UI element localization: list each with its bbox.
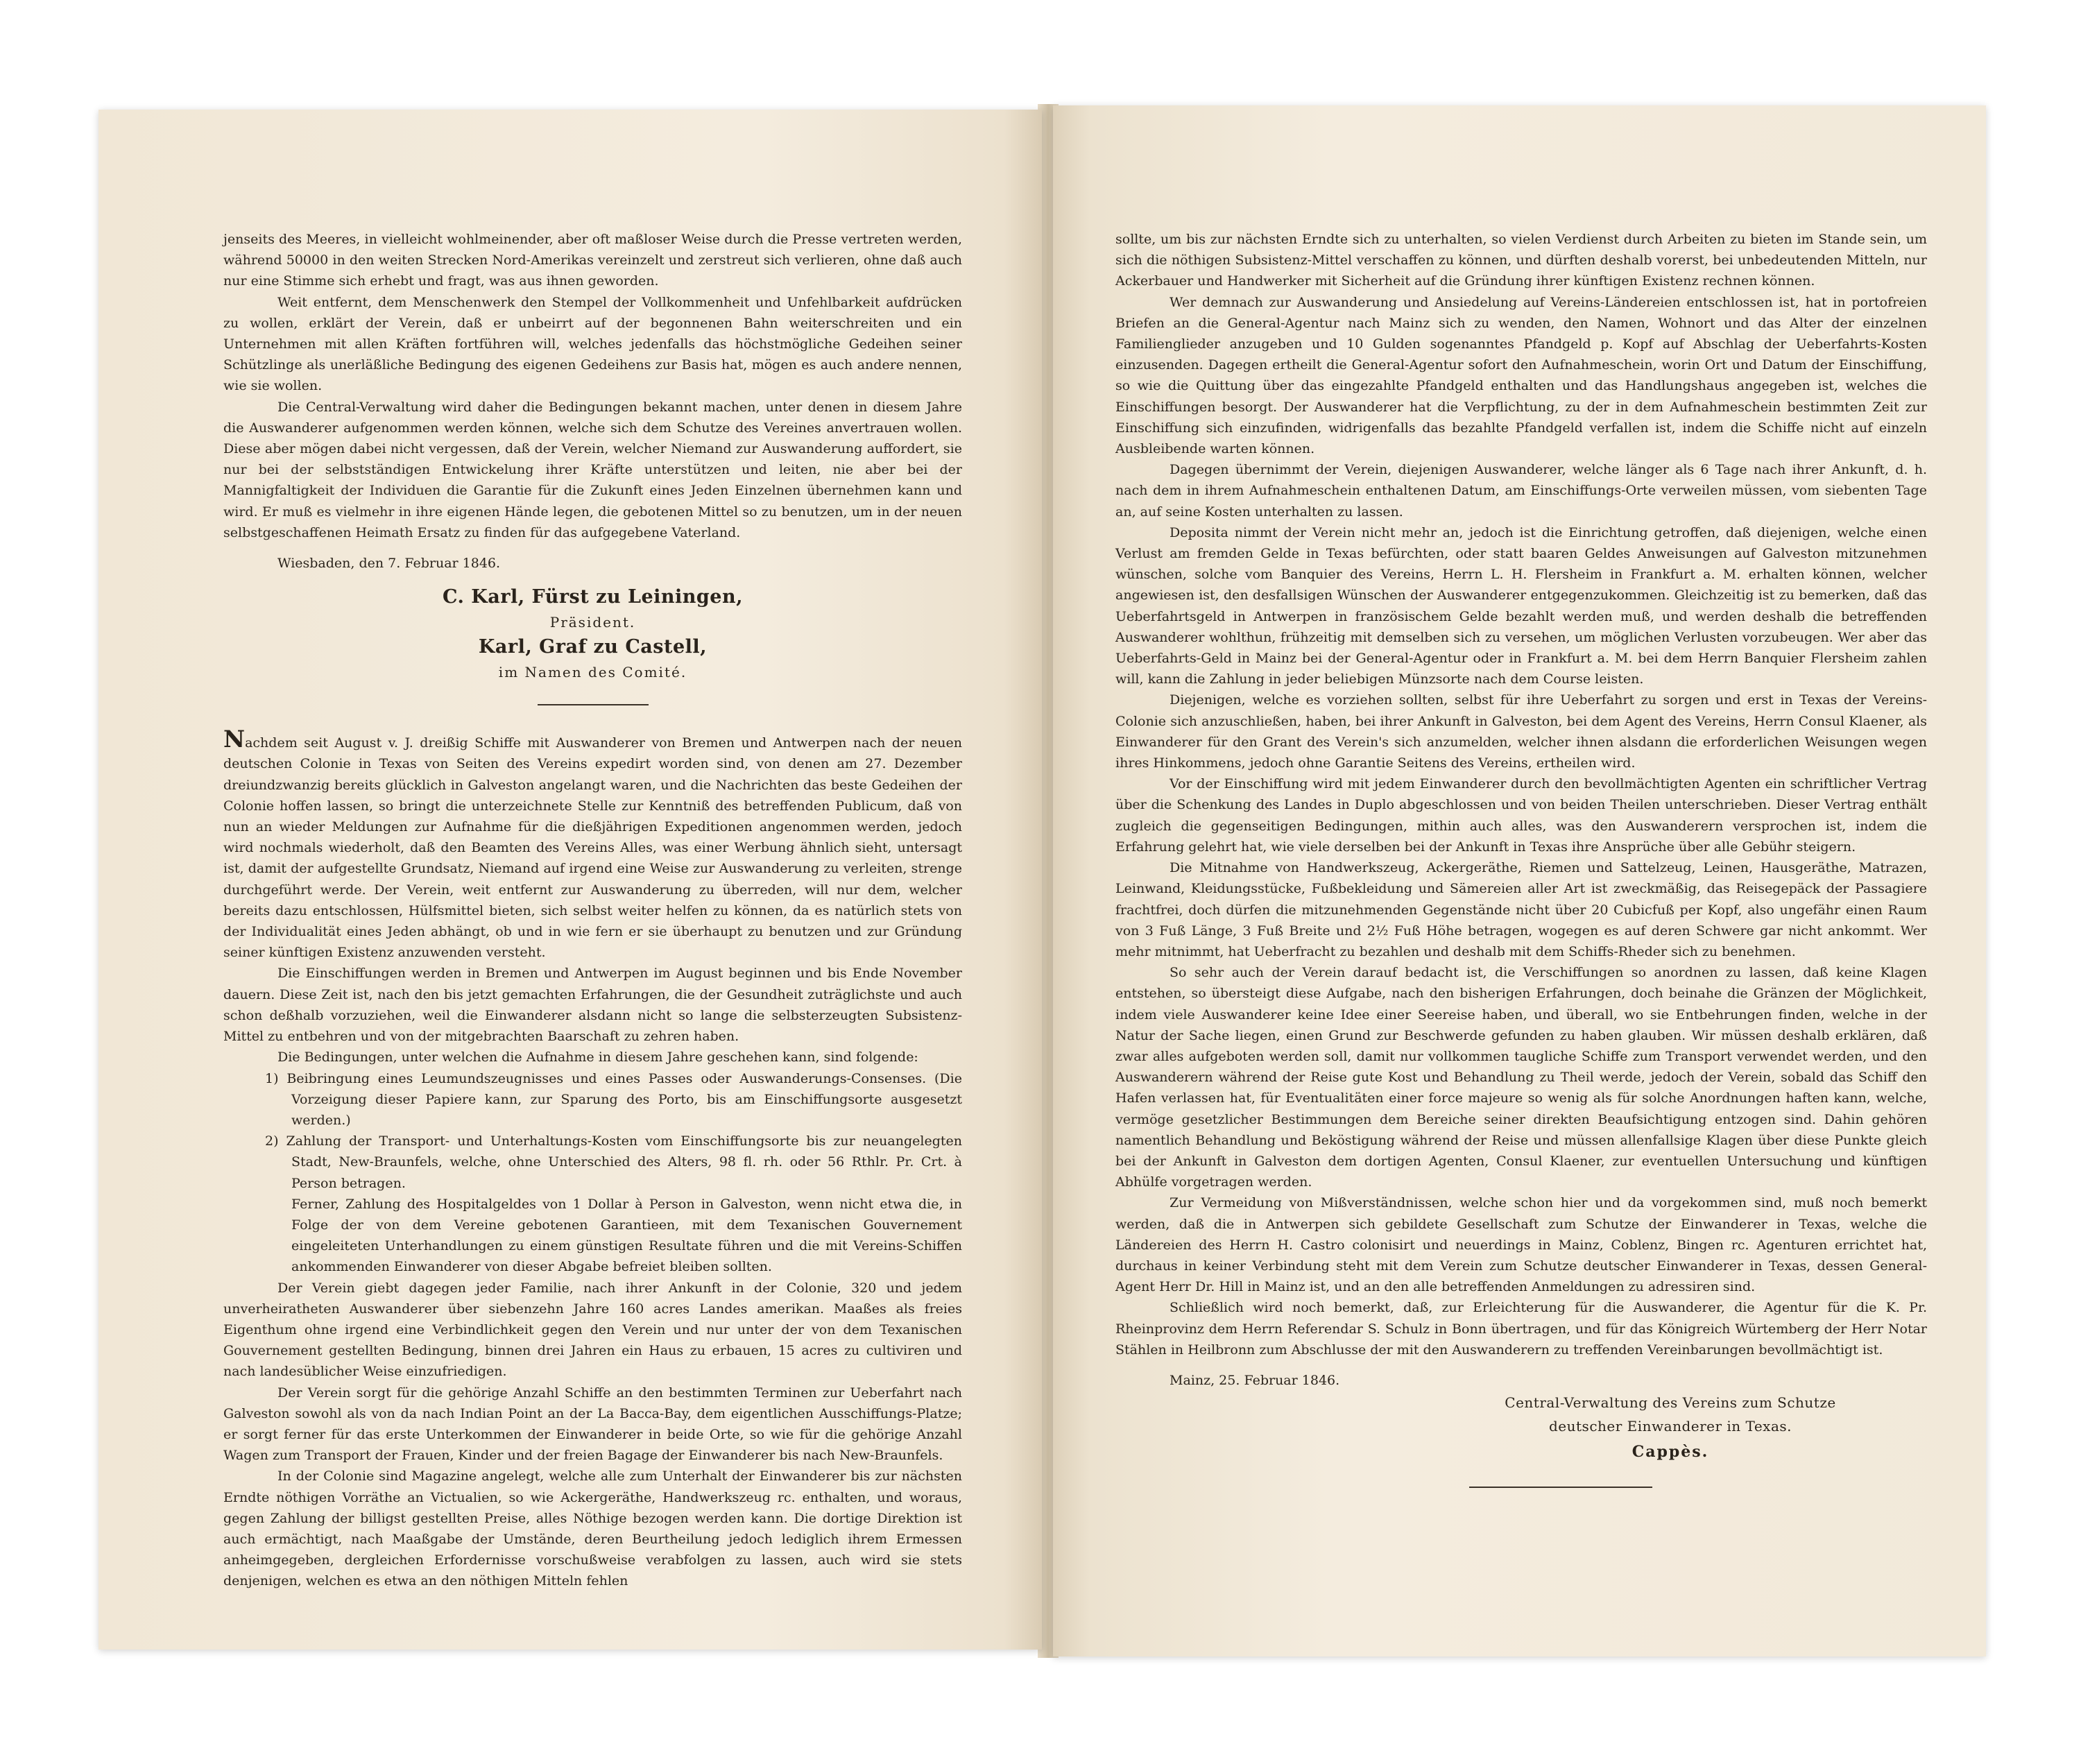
list-subparagraph: Ferner, Zahlung des Hospitalgeldes von 1 Dollar à Person in Galveston, wenn nicht etwa die, in Folge der von dem Vereine gebotenen Garantieen, mit dem Texanischen Gouvernement eingeleiteten Unterhandlungen zu einem günstigen Resultate führen und die mit Vereins-Schiffen ankommenden Einwanderer von dieser Abgabe befreiet bleiben sollten.: [291, 1196, 962, 1275]
paragraph: Diejenigen, welche es vorziehen sollten, selbst für ihre Ueberfahrt zu sorgen und erst in Texas der Vereins-Colonie sich anzuschließen, haben, bei ihrer Ankunft in Galveston, bei dem Agent des Vereins, Herrn Consul Klaener, als Einwanderer für den Grant des Verein's sich anzumelden, welcher ihnen alsdann die erforderlichen Weisungen wegen ihres Hinkommens, jedoch ohne Garantie Seitens des Vereins, ertheilen wird.: [1115, 692, 1927, 771]
divider-rule: [538, 704, 649, 705]
signature-block: [1490, 1391, 1851, 1466]
paragraph: Die Bedingungen, unter welchen die Aufnahme in diesem Jahre geschehen kann, sind folgende:: [277, 1050, 918, 1065]
left-text-column: [223, 229, 962, 1592]
right-text-column: [1115, 229, 1927, 1488]
signature-line: deutscher Einwanderer in Texas.: [1549, 1418, 1792, 1435]
signature-name-cappes: Cappès.: [1632, 1443, 1709, 1462]
paragraph: Schließlich wird noch bemerkt, daß, zur Erleichterung für die Auswanderer, die Agentur für die K. Pr. Rheinprovinz dem Herrn Referendar S. Schulz in Bonn übertragen, und für das Königreich Würtemberg der Herr Notar Stählen in Heilbronn zum Abschlusse der mit den Auswanderern zu treffenden Vereinbarungen bevollmächtigt ist.: [1115, 1300, 1927, 1358]
list-item: 1) Beibringung eines Leumundszeugnisses und eines Passes oder Auswanderungs-Consenses. (Die Vorzeigung dieser Papiere kann, zur Sparung des Porto, bis am Einschiffungsorte ausgesetzt werden.): [265, 1070, 962, 1128]
signature-role-president: Präsident.: [549, 614, 636, 631]
dateline-wiesbaden: Wiesbaden, den 7. Februar 1846.: [277, 556, 501, 572]
paragraph: jenseits des Meeres, in vielleicht wohlmeinender, aber oft maßloser Weise durch die Presse vertreten werden, während 50000 in den weiten Strecken Nord-Amerikas vereinzelt und zerstreut sich verlieren, ohne daß auch nur eine Stimme sich erhebt und fragt, was aus ihnen geworden.: [223, 232, 962, 289]
divider-rule: [1469, 1487, 1652, 1488]
paragraph: Zur Vermeidung von Mißverständnissen, welche schon hier und da vorgekommen sind, muß noch bemerkt werden, daß die in Antwerpen sich gebildete Gesellschaft zum Schutze der Einwanderer in Texas, welche die Ländereien des Herrn H. Castro colonisirt und neuerdings in Mainz, Coblenz, Bingen rc. Agenturen errichtet hat, durchaus in keiner Verbindung steht mit dem Verein zum Schutze deutscher Einwanderer in Texas, dessen General-Agent Herr Dr. Hill in Mainz ist, und an den alle betreffenden Anmeldungen zu adressiren sind.: [1115, 1195, 1927, 1295]
paragraph: Die Mitnahme von Handwerkszeug, Ackergeräthe, Riemen und Sattelzeug, Leinen, Hausgeräthe, Matrazen, Leinwand, Kleidungsstücke, Fußbekleidung und Sämereien aller Art ist zweckmäßig, das Reisegepäck der Passagiere frachtfrei, doch dürfen die mitzunehmenden Gegenstände nicht über 20 Cubicfuß per Kopf, also ungefähr einen Raum von 3 Fuß Länge, 3 Fuß Breite und 2½ Fuß Höhe betragen, wogegen es auf deren Schwere gar nicht ankommt. Wer mehr mitnimmt, hat Ueberfracht zu bezahlen und deshalb mit dem Schiffs-Rheder sich zu benehmen.: [1115, 860, 1927, 959]
paragraph: Weit entfernt, dem Menschenwerk den Stempel der Vollkommenheit und Unfehlbarkeit aufdrücken zu wollen, erklärt der Verein, daß er unbeirrt auf der begonnenen Bahn weiterschreiten und ein Unternehmen mit allen Kräften fortführen will, welches jedenfalls das höchstmögliche Gedeihen seiner Schützlinge als unerläßliche Bedingung des eigenen Gedeihens zur Basis hat, mögen es auch andere nennen, wie sie wollen.: [223, 294, 962, 394]
paragraph: Die Einschiffungen werden in Bremen und Antwerpen im August beginnen und bis Ende November dauern. Diese Zeit ist, nach den bis jetzt gemachten Erfahrungen, die der Gesundheit zuträglichste und auch schon deßhalb vorzuziehen, weil die Einwanderer alsdann nicht so lange die selbsterzeugten Subsistenz-Mittel zu entbehren und von der mitgebrachten Baarschaft zu zehren haben.: [223, 966, 962, 1045]
paragraph: So sehr auch der Verein darauf bedacht ist, die Verschiffungen so anordnen zu lassen, daß keine Klagen entstehen, so übersteigt diese Aufgabe, nach den bisherigen Erfahrungen, doch beinahe die Gränzen der Möglichkeit, indem viele Auswanderer keine Idee einer Seereise haben, und überall, wo sie Entbehrungen finden, welche in der Natur der Sache liegen, einen Grund zur Beschwerde gefunden zu haben glauben. Wir müssen deshalb erklären, daß zwar alles aufgeboten werden soll, damit nur vollkommen taugliche Schiffe zum Transport verwendet werden, und den Auswanderern während der Reise gute Kost und Behandlung zu Theil werde, jedoch der Verein, sobald das Schiff den Hafen verlassen hat, für Eventualitäten einer force majeure so wenig als für solche Anordnungen haften kann, welche, vermöge gesetzlicher Bestimmungen dem Bereiche seiner direkten Beaufsichtigung entzogen sind. Dahin gehören namentlich Behandlung und Beköstigung während der Reise und müssen allenfallsige Klagen über diese Punkte gleich bei der Ankunft in Galveston dem dortigen Agenten, Consul Klaener, zur eventuellen Untersuchung und künftigen Abhülfe vorgetragen werden.: [1115, 965, 1927, 1190]
signature-name-castell: Karl, Graf zu Castell,: [478, 636, 708, 658]
paragraph: Vor der Einschiffung wird mit jedem Einwanderer durch den bevollmächtigten Agenten ein schriftlicher Vertrag über die Schenkung des Landes in Duplo abgeschlossen und von beiden Theilen unterschrieben. Dieser Vertrag enthält zugleich die gegenseitigen Bedingungen, mithin auch alles, was den Auswanderern versprochen ist, indem die Erfahrung gelehrt hat, wie viele derselben bei der Ankunft in Texas ihre Ansprüche über alle Gebühr steigern.: [1115, 776, 1927, 855]
paragraph: Nachdem seit August v. J. dreißig Schiffe mit Auswanderer von Bremen und Antwerpen nach der neuen deutschen Colonie in Texas von Seiten des Vereins expedirt worden sind, von denen am 27. Dezember dreiundzwanzig bereits glücklich in Galveston angelangt waren, und die Nachrichten das beste Gedeihen der Colonie hoffen lassen, so bringt die unterzeichnete Stelle zur Kenntniß des betreffenden Publicum, daß von nun an wieder Meldungen zur Aufnahme für die dießjährigen Expeditionen angenommen werden, jedoch wird nochmals wiederholt, daß den Beamten des Vereins Alles, was einer Werbung ähnlich sieht, untersagt ist, damit der aufgestellte Grundsatz, Niemand auf irgend eine Weise zur Auswanderung zu verleiten, strenge durchgeführt werde. Der Verein, weit entfernt zur Auswanderung zu überreden, will nur dem, welcher bereits dazu entschlossen, Hülfsmittel bieten, sich selbst weiter helfen zu können, da es natürlich stets von der Individualität eines Jeden abhängt, ob und in wie fern er sie überhaupt zu benutzen und zur Gründung seiner künftigen Existenz anzuwenden versteht.: [223, 726, 962, 961]
paragraph: sollte, um bis zur nächsten Erndte sich zu unterhalten, so vielen Verdienst durch Arbeiten zu bieten im Stande sein, um sich die nöthigen Subsistenz-Mittel verschaffen zu können, und dürften deshalb vorerst, bei unbedeutenden Mitteln, nur Ackerbauer und Handwerker mit Sicherheit auf die Gründung ihrer künftigen Existenz rechnen können.: [1115, 232, 1927, 289]
paragraph: Die Central-Verwaltung wird daher die Bedingungen bekannt machen, unter denen in diesem Jahre die Auswanderer aufgenommen werden können, welche sich dem Schutze des Vereines anvertrauen wollen. Diese aber mögen dabei nicht vergessen, daß der Verein, welcher Niemand zur Auswanderung auffordert, sie nur bei der selbstständigen Entwickelung ihrer Kräfte unterstützen und leiten, nie aber bei der Mannigfaltigkeit der Individuen die Garantie für die Zukunft eines Jeden Einzelnen übernehmen kann und wird. Er muß es vielmehr in ihre eigenen Hände legen, die gebotenen Mittel so zu benutzen, um in der neuen selbstgeschaffenen Heimath Ersatz zu finden für das aufgegebene Vaterland.: [223, 399, 962, 540]
signature-name-leiningen: C. Karl, Fürst zu Leiningen,: [442, 586, 744, 608]
signature-block: [223, 583, 962, 683]
signature-role-comite: im Namen des Comité.: [498, 664, 687, 681]
dateline-mainz: Mainz, 25. Februar 1846.: [1170, 1372, 1340, 1388]
paragraph: Wer demnach zur Auswanderung und Ansiedelung auf Vereins-Ländereien entschlossen ist, hat in portofreien Briefen an die General-Agentur nach Mainz sich zu wenden, den Namen, Wohnort und das Alter der einzelnen Familienglieder anzugeben und 10 Gulden sogenanntes Pfandgeld p. Kopf auf Abschlag der Ueberfahrts-Kosten einzusenden. Dagegen ertheilt die General-Agentur sofort den Aufnahmeschein, worin Ort und Datum der Einschiffung, so wie die Quittung über das eingezahlte Pfandgeld enthalten und das Handlungshaus angegeben ist, welches die Einschiffungen besorgt. Der Auswanderer hat die Verpflichtung, zu der in dem Aufnahmeschein bestimmten Zeit zur Einschiffung sich einzufinden, widrigenfalls das bezahlte Pfandgeld verfallen ist, indem die Schiffe nicht auf einzeln Ausbleibende warten können.: [1115, 294, 1927, 457]
paragraph: Deposita nimmt der Verein nicht mehr an, jedoch ist die Einrichtung getroffen, daß diejenigen, welche einen Verlust am fremden Gelde in Texas befürchten, oder statt baaren Geldes Anweisungen auf Galveston mitzunehmen wünschen, solche vom Banquier des Vereins, Herrn L. H. Flersheim in Frankfurt a. M. erhalten können, welcher angewiesen ist, den desfallsigen Wünschen der Auswanderer entgegenzukommen. Gleichzeitig ist zu bemerken, daß das Ueberfahrtsgeld in Antwerpen in französischem Gelde bezahlt werden muß, und werden deshalb die betreffenden Auswanderer wohlthun, frühzeitig mit demselben sich zu versehen, um möglichen Verlusten vorzubeugen. Wer aber das Ueberfahrts-Geld in Mainz bei der General-Agentur oder in Frankfurt a. M. bei dem Herrn Banquier Flersheim zahlen will, kann die Zahlung in jeder beliebigen Münzsorte nach dem Course leisten.: [1115, 524, 1927, 687]
paragraph: In der Colonie sind Magazine angelegt, welche alle zum Unterhalt der Einwanderer bis zur nächsten Erndte nöthigen Vorräthe an Victualien, so wie Ackergeräthe, Handwerkszeug rc. enthalten, und woraus, gegen Zahlung der billigst gestellten Preise, alles Nöthige bezogen werden kann. Die dortige Direktion ist auch ermächtigt, nach Maaßgabe der Umstände, deren Beurtheilung jedoch lediglich ihrem Ermessen anheimgegeben, dergleichen Erfordernisse vorschußweise verabfolgen zu lassen, auch wird sie stets denjenigen, welchen es etwa an den nöthigen Mitteln fehlen: [223, 1468, 962, 1589]
paragraph: Der Verein sorgt für die gehörige Anzahl Schiffe an den bestimmten Terminen zur Ueberfahrt nach Galveston sowohl als von da nach Indian Point an der La Bacca-Bay, dem eigentlichen Ausschiffungs-Platze; er sorgt ferner für das erste Unterkommen der Einwanderer in beide Orte, so wie für die gehörige Anzahl Wagen zum Transport der Frauen, Kinder und der freien Bagage der Einwanderer bis nach New-Braunfels.: [223, 1385, 962, 1464]
signature-line: Central-Verwaltung des Vereins zum Schutze: [1505, 1394, 1836, 1412]
list-item: 2) Zahlung der Transport- und Unterhaltungs-Kosten vom Einschiffungsorte bis zur neuangelegten Stadt, New-Braunfels, welche, ohne Unterschied des Alters, 98 fl. rh. oder 56 Rthlr. Pr. Crt. à Person betragen.: [265, 1133, 962, 1191]
paragraph: Der Verein giebt dagegen jeder Familie, nach ihrer Ankunft in der Colonie, 320 und jedem unverheiratheten Auswanderer über siebenzehn Jahre 160 acres Landes amerikan. Maaßes als freies Eigenthum ohne irgend eine Verbindlichkeit gegen den Verein und nur unter der von dem Texanischen Gouvernement gestellten Bedingung, binnen drei Jahren ein Haus zu erbauen, 15 acres zu cultiviren und nach landesüblicher Weise einzufriedigen.: [223, 1280, 962, 1380]
right-page: [1053, 105, 1986, 1656]
left-page: [99, 110, 1042, 1650]
paragraph: Dagegen übernimmt der Verein, diejenigen Auswanderer, welche länger als 6 Tage nach ihrer Ankunft, d. h. nach dem in ihrem Aufnahmeschein enthaltenen Datum, am Einschiffungs-Orte verweilen müssen, vom siebenten Tage an, auf seine Kosten unterhalten zu lassen.: [1115, 462, 1927, 520]
